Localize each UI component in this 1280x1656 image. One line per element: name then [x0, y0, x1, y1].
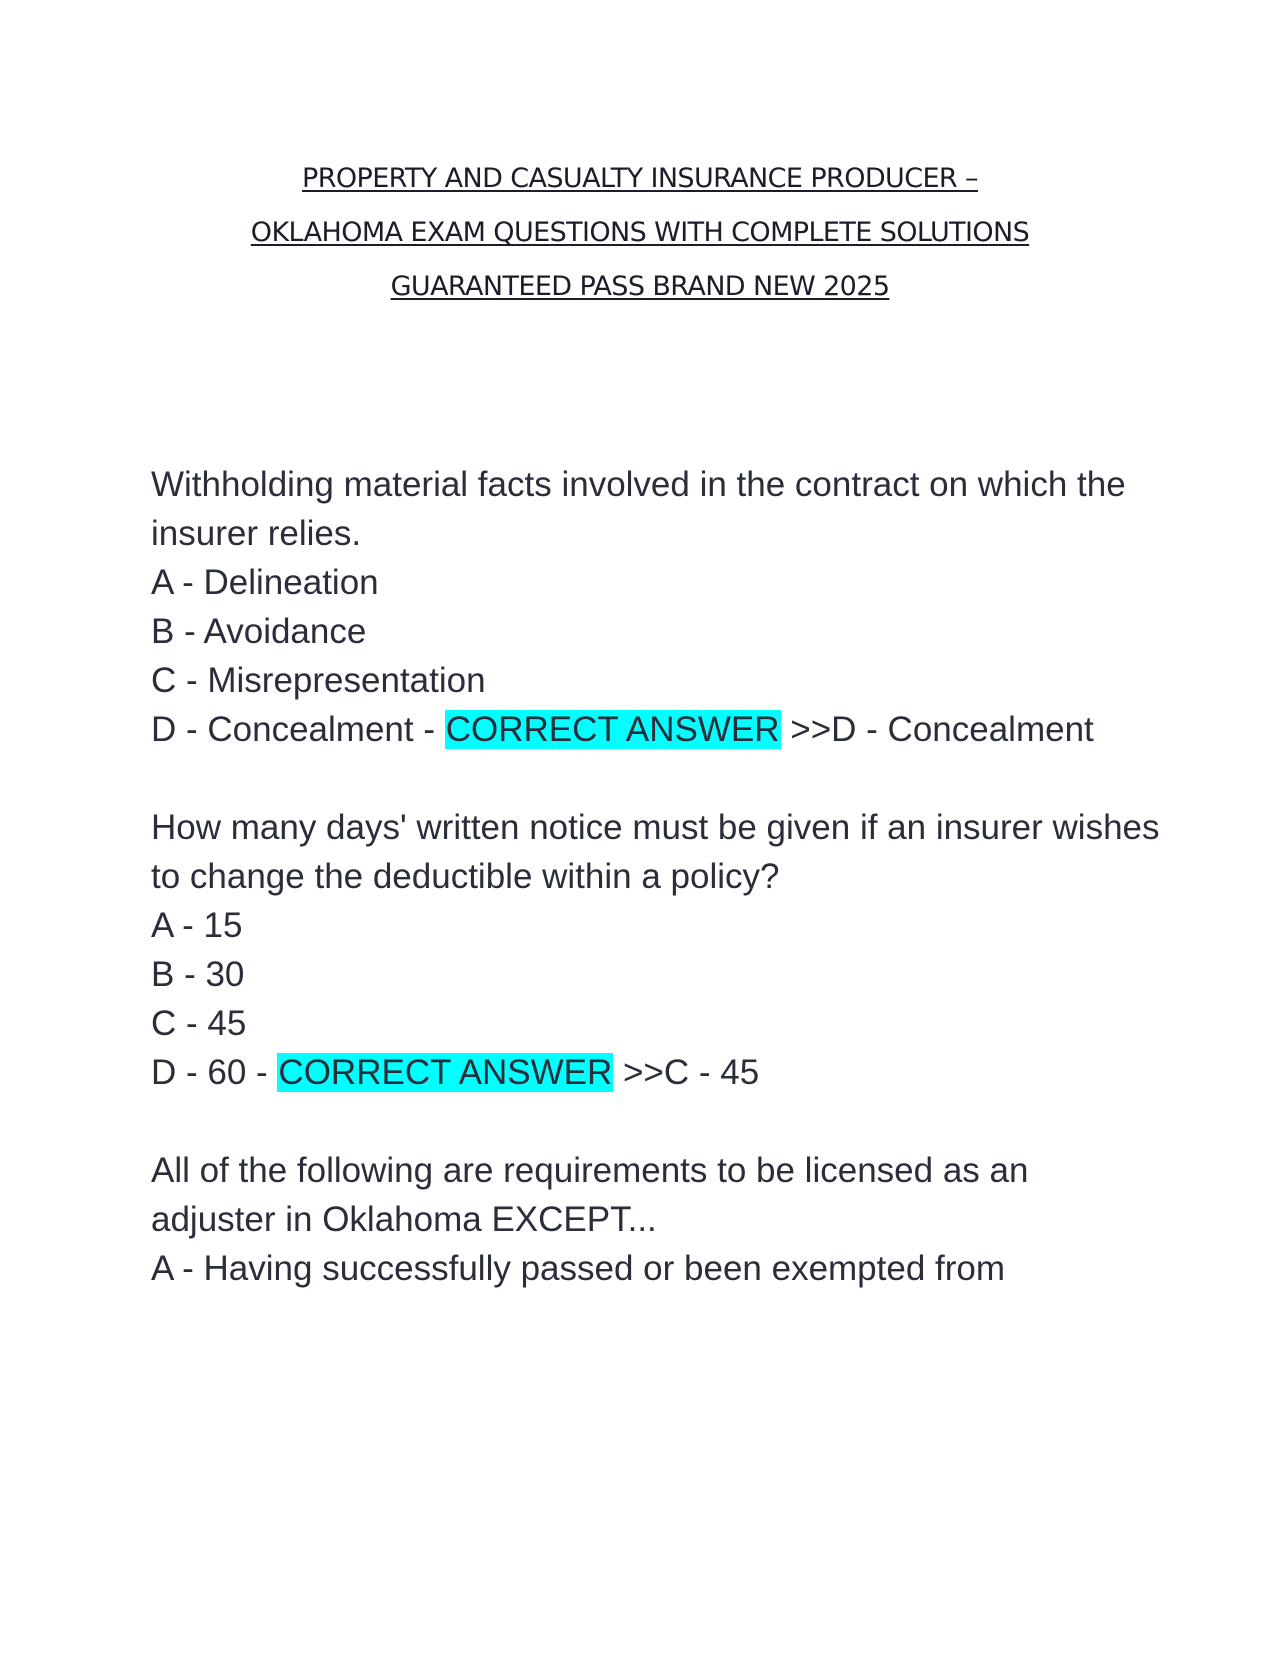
option-d: D - 60 -	[151, 1053, 278, 1092]
option-b: B - 30	[151, 955, 245, 994]
title-line-3: GUARANTEED PASS BRAND NEW 2025	[390, 271, 890, 302]
question-3	[151, 1146, 1161, 1293]
title-line-2: OKLAHOMA EXAM QUESTIONS WITH COMPLETE SOLUTIONS	[250, 217, 1030, 248]
questions-list	[151, 460, 1161, 1342]
option-d-with-answer	[151, 1048, 1161, 1097]
question-2	[151, 803, 1161, 1097]
option-a: A - 15	[151, 906, 243, 945]
option-c: C - 45	[151, 1004, 247, 1043]
option-a: A - Having successfully passed or been exempted from	[151, 1249, 1006, 1288]
document-title	[0, 152, 1280, 314]
title-line-1: PROPERTY AND CASUALTY INSURANCE PRODUCER –	[302, 163, 978, 194]
correct-answer-label: CORRECT ANSWER	[278, 1053, 613, 1092]
correct-answer-label: CORRECT ANSWER	[445, 710, 780, 749]
option-a: A - Delineation	[151, 563, 379, 602]
question-text: Withholding material facts involved in the contract on which the insurer relies.	[151, 465, 1126, 553]
question-1	[151, 460, 1161, 754]
option-d: D - Concealment -	[151, 710, 445, 749]
correct-answer-value: >>C - 45	[613, 1053, 760, 1092]
question-text: All of the following are requirements to be licensed as an adjuster in Oklahoma EXCEPT...	[151, 1151, 1029, 1239]
option-d-with-answer	[151, 705, 1161, 754]
option-b: B - Avoidance	[151, 612, 367, 651]
correct-answer-value: >>D - Concealment	[780, 710, 1094, 749]
option-c: C - Misrepresentation	[151, 661, 486, 700]
question-text: How many days' written notice must be given if an insurer wishes to change the deductible within a policy?	[151, 808, 1160, 896]
